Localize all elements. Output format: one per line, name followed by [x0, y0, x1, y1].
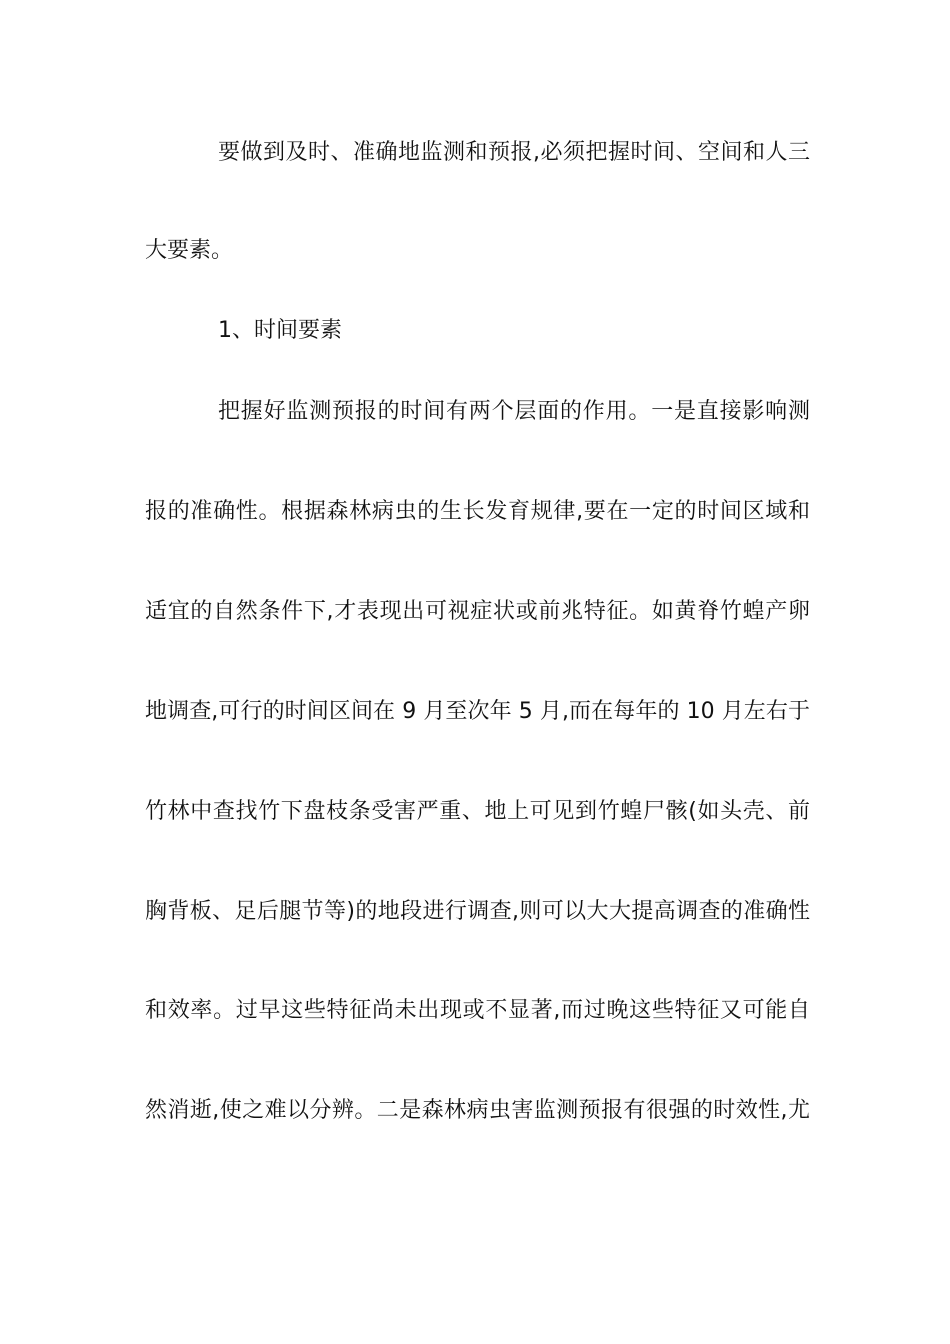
paragraph-2-line-6: 胸背板、足后腿节等)的地段进行调查,则可以大大提高调查的准确性	[145, 899, 810, 924]
paragraph-2-line-2: 报的准确性。根据森林病虫的生长发育规律,要在一定的时间区域和	[145, 499, 810, 524]
paragraph-2-line-1: 把握好监测预报的时间有两个层面的作用。一是直接影响测	[218, 399, 810, 424]
paragraph-2-line-4: 地调查,可行的时间区间在 9 月至次年 5 月,而在每年的 10 月左右于	[145, 699, 810, 724]
section-heading-time-factor: 1、时间要素	[218, 318, 342, 343]
paragraph-1-line-1: 要做到及时、准确地监测和预报,必须把握时间、空间和人三	[218, 140, 810, 165]
paragraph-2-line-7: 和效率。过早这些特征尚未出现或不显著,而过晚这些特征又可能自	[145, 998, 810, 1023]
paragraph-2-line-8: 然消逝,使之难以分辨。二是森林病虫害监测预报有很强的时效性,尤	[145, 1098, 810, 1123]
paragraph-2-line-5: 竹林中查找竹下盘枝条受害严重、地上可见到竹蝗尸骸(如头壳、前	[145, 799, 810, 824]
paragraph-2-line-3: 适宜的自然条件下,才表现出可视症状或前兆特征。如黄脊竹蝗产卵	[145, 599, 810, 624]
paragraph-1-line-2: 大要素。	[145, 238, 234, 263]
